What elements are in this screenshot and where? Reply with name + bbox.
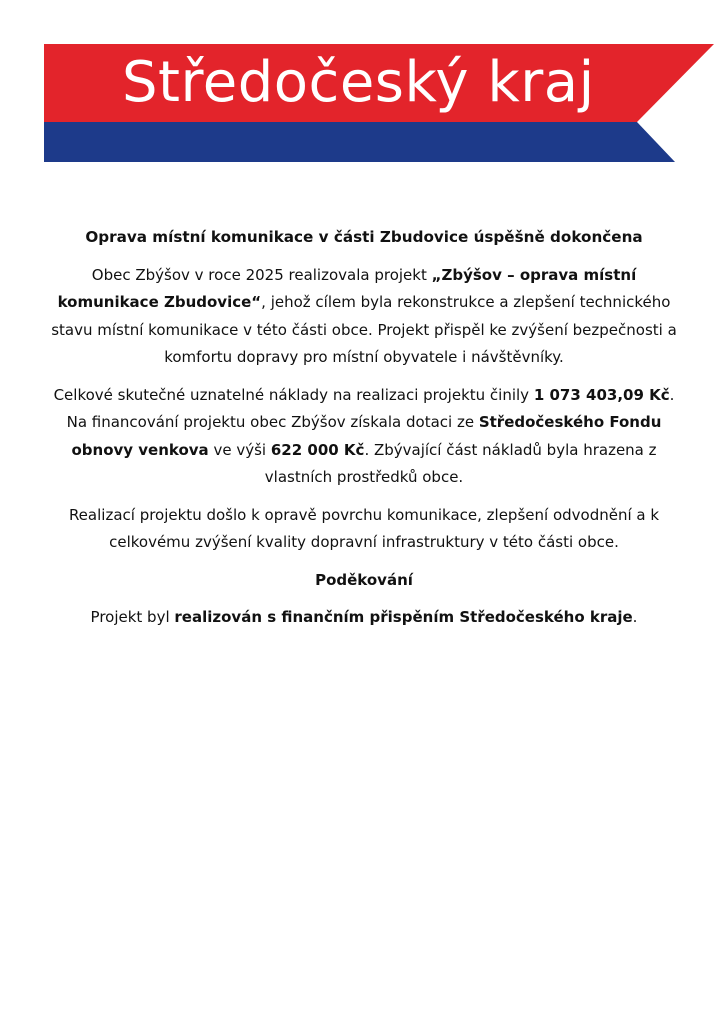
paragraph-thanks — [44, 604, 684, 632]
text-segment: . Zbývající část nákladů byla hrazena z vlastních prostředků obce. — [264, 440, 657, 486]
article-heading: Oprava místní komunikace v části Zbudovice úspěšně dokončena — [85, 228, 643, 246]
paragraph-results: Realizací projektu došlo k opravě povrchu komunikace, zlepšení odvodnění a k celkovému zvýšení kvality dopravní infrastruktury v této části obce. — [68, 505, 660, 551]
thanks-bold: realizován s finančním přispěním Středočeského kraje — [174, 608, 633, 626]
banner-title: Středočeský kraj — [122, 50, 595, 115]
text-segment: . — [632, 608, 638, 626]
subsidy-amount: 622 000 Kč — [270, 440, 365, 459]
text-segment: Celkové skutečné uznatelné náklady na realizaci projektu činily — [53, 385, 534, 404]
text-segment: Obec Zbýšov v roce 2025 realizovala projekt — [91, 265, 432, 284]
fund-name: Středočeského Fondu obnovy venkova — [71, 413, 662, 459]
total-cost: 1 073 403,09 Kč — [533, 385, 670, 404]
thanks-heading: Poděkování — [315, 570, 413, 589]
article — [44, 224, 684, 632]
text-segment: Projekt byl — [90, 608, 175, 626]
stredocesky-kraj-logo-banner — [44, 44, 716, 162]
blue-band — [44, 122, 675, 162]
text-segment: , jehož cílem byla rekonstrukce a zlepšení technického stavu místní komunikace v této části obce. Projekt přispěl ke zvýšení bezpečnosti a komfortu dopravy pro místní obyvatele i návštěvníky. — [51, 293, 677, 366]
text-segment: ve výši — [208, 440, 271, 459]
paragraph-project-intro — [44, 262, 684, 372]
paragraph-financing — [44, 382, 684, 492]
project-name: „Zbýšov – oprava místní komunikace Zbudovice“ — [57, 265, 637, 311]
text-segment: . Na financování projektu obec Zbýšov získala dotaci ze — [66, 385, 675, 431]
